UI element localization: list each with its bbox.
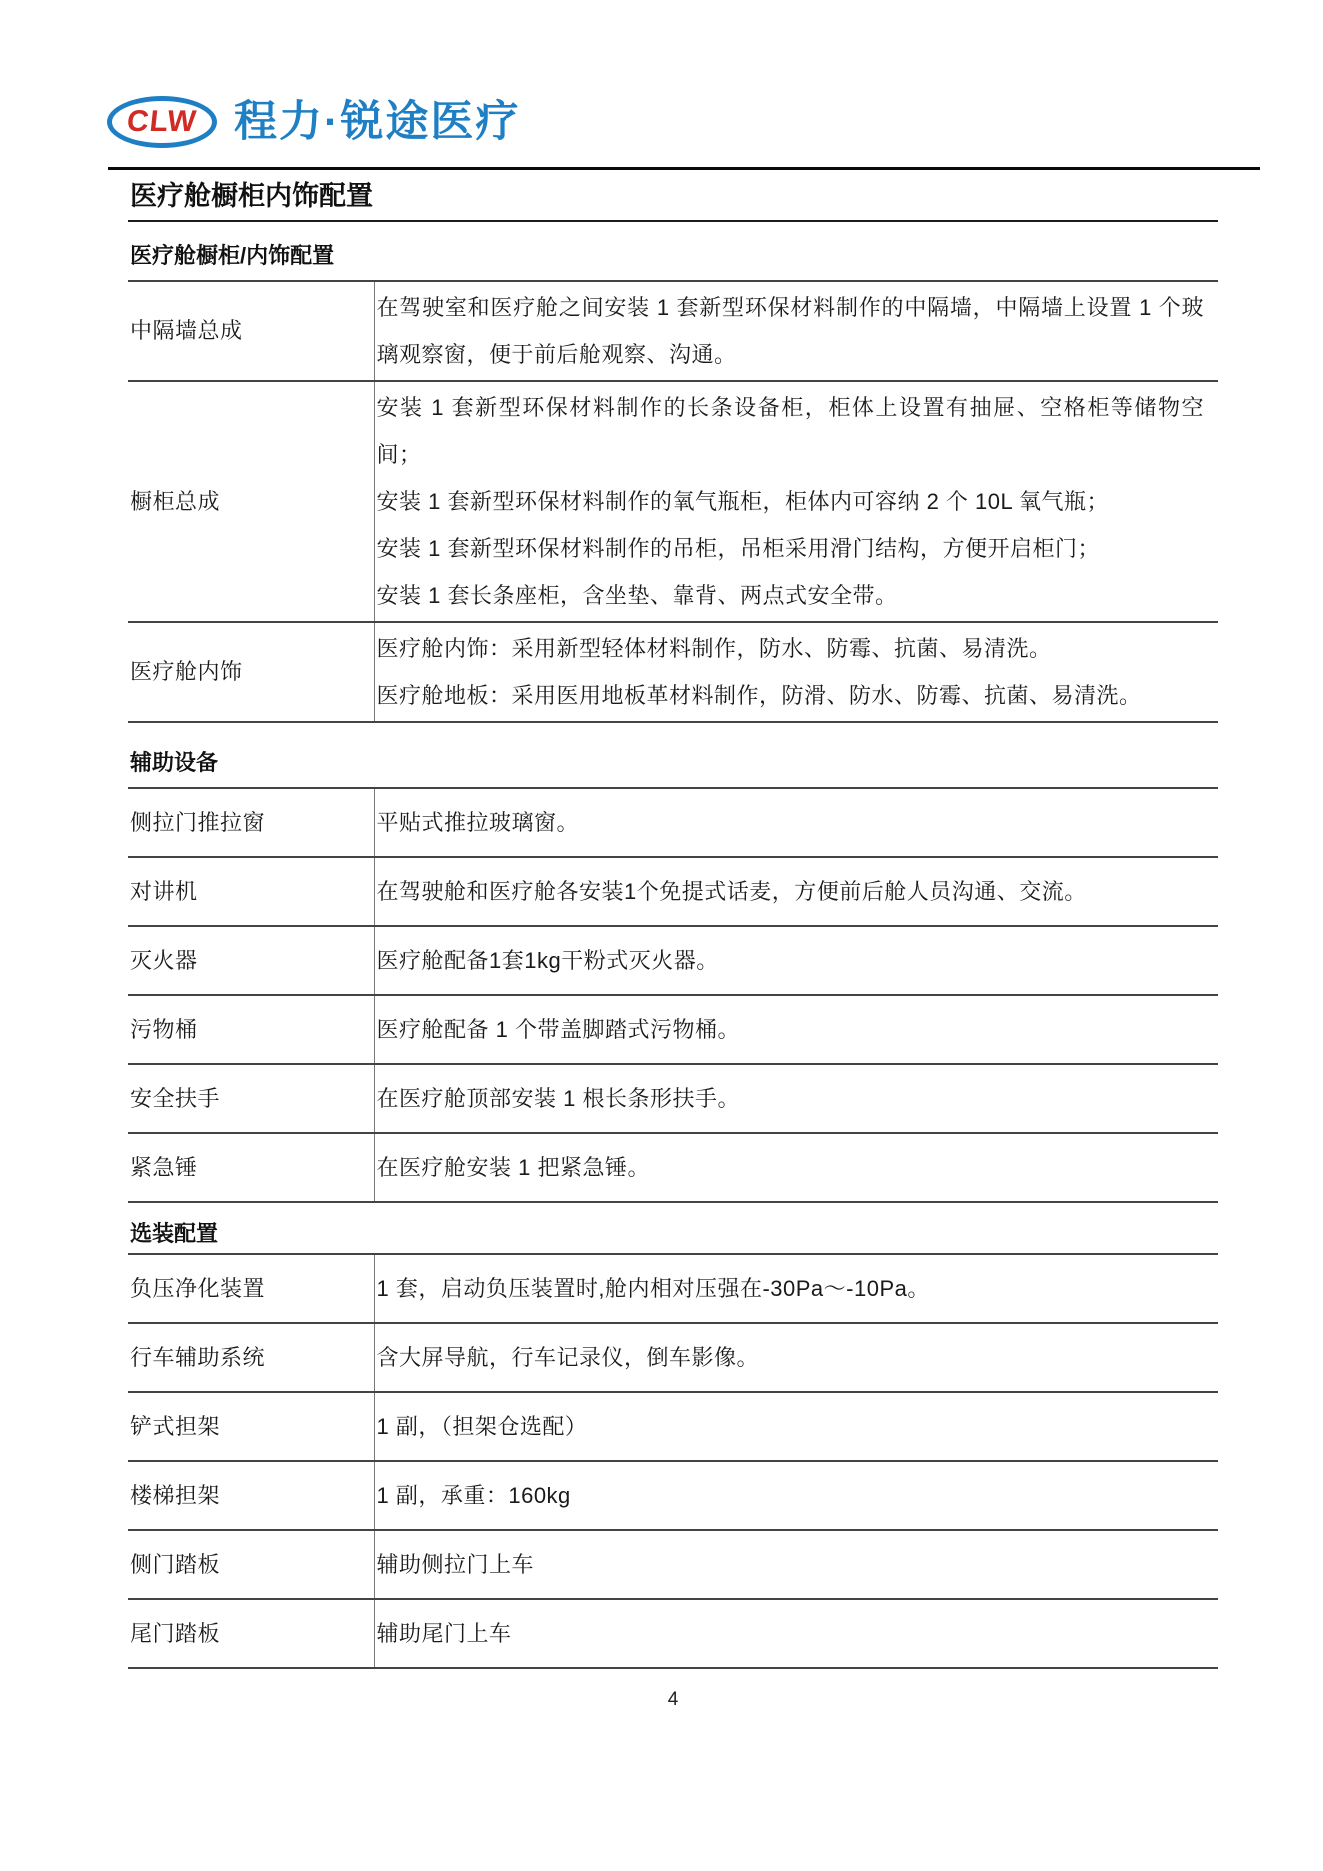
table-row (128, 1323, 1218, 1392)
row-value-cell (374, 1530, 1218, 1599)
row-value-cell (374, 1599, 1218, 1668)
table-row (128, 1461, 1218, 1530)
row-label-cell: 对讲机 (128, 857, 374, 926)
table-row (128, 1599, 1218, 1668)
row-label-cell: 侧门踏板 (128, 1530, 374, 1599)
row-value-cell (374, 788, 1218, 857)
spec-table-optional (128, 1253, 1218, 1669)
row-value-line: 辅助尾门上车 (376, 1621, 512, 1646)
row-value-line: 平贴式推拉玻璃窗。 (376, 810, 580, 835)
row-value-line: 安装 1 套新型环保材料制作的长条设备柜，柜体上设置有抽屉、空格柜等储物空间； (376, 395, 1204, 467)
row-label-cell: 紧急锤 (128, 1133, 374, 1202)
row-label-cell: 橱柜总成 (128, 381, 374, 622)
row-label-cell: 铲式担架 (128, 1392, 374, 1461)
header-rule (108, 167, 1260, 170)
row-value-line: 在医疗舱安装 1 把紧急锤。 (376, 1155, 650, 1180)
row-value-cell (374, 1323, 1218, 1392)
row-value-cell (374, 857, 1218, 926)
section3-title: 选装配置 (130, 1221, 219, 1246)
row-value-line: 在驾驶室和医疗舱之间安装 1 套新型环保材料制作的中隔墙，中隔墙上设置 1 个玻璃观察窗，便于前后舱观察、沟通。 (376, 295, 1204, 367)
row-value-cell (374, 381, 1218, 622)
row-value-cell (374, 622, 1218, 722)
row-value-line: 医疗舱地板：采用医用地板革材料制作，防滑、防水、防霉、抗菌、易清洗。 (376, 683, 1142, 708)
table-row (128, 381, 1218, 622)
row-label-cell: 尾门踏板 (128, 1599, 374, 1668)
table-row (128, 926, 1218, 995)
row-value-line: 辅助侧拉门上车 (376, 1552, 535, 1577)
row-value-line: 1 副，承重：160kg (376, 1483, 571, 1508)
table-row (128, 1064, 1218, 1133)
row-label-cell: 灭火器 (128, 926, 374, 995)
table-row (128, 622, 1218, 722)
row-value-cell (374, 281, 1218, 381)
section1-subtitle: 医疗舱橱柜/内饰配置 (130, 243, 335, 268)
brand-wordmark: 程力·锐途医疗 (234, 98, 521, 146)
table-row (128, 1530, 1218, 1599)
row-label-cell: 负压净化装置 (128, 1254, 374, 1323)
row-label-cell: 污物桶 (128, 995, 374, 1064)
title-underline (128, 220, 1218, 222)
row-value-line: 含大屏导航，行车记录仪，倒车影像。 (376, 1345, 760, 1370)
row-label-cell: 行车辅助系统 (128, 1323, 374, 1392)
spec-table-auxiliary (128, 787, 1218, 1203)
row-label-cell: 侧拉门推拉窗 (128, 788, 374, 857)
row-value-cell (374, 1133, 1218, 1202)
table-row (128, 1254, 1218, 1323)
row-value-cell (374, 1064, 1218, 1133)
table-row (128, 857, 1218, 926)
section1-title: 医疗舱橱柜内饰配置 (130, 181, 373, 211)
row-value-line: 安装 1 套长条座柜，含坐垫、靠背、两点式安全带。 (376, 583, 898, 608)
clw-logo-badge (107, 96, 217, 148)
page-number: 4 (667, 1689, 679, 1710)
row-label-cell: 医疗舱内饰 (128, 622, 374, 722)
brand-logo (107, 96, 1323, 148)
row-value-line: 1 副，（担架仓选配） (376, 1414, 588, 1439)
row-value-cell (374, 1392, 1218, 1461)
row-value-line: 医疗舱配备1套1kg干粉式灭火器。 (376, 948, 719, 973)
row-value-line: 安装 1 套新型环保材料制作的吊柜，吊柜采用滑门结构，方便开启柜门； (376, 536, 1100, 561)
row-value-cell (374, 926, 1218, 995)
table-row (128, 1133, 1218, 1202)
row-label-cell: 中隔墙总成 (128, 281, 374, 381)
row-value-line: 在驾驶舱和医疗舱各安装1个免提式话麦，方便前后舱人员沟通、交流。 (376, 879, 1087, 904)
row-label-cell: 安全扶手 (128, 1064, 374, 1133)
row-value-line: 1 套，启动负压装置时,舱内相对压强在-30Pa～-10Pa。 (376, 1276, 930, 1301)
row-value-line: 在医疗舱顶部安装 1 根长条形扶手。 (376, 1086, 740, 1111)
row-value-line: 安装 1 套新型环保材料制作的氧气瓶柜，柜体内可容纳 2 个 10L 氧气瓶； (376, 489, 1110, 514)
table-row (128, 1392, 1218, 1461)
row-value-line: 医疗舱配备 1 个带盖脚踏式污物桶。 (376, 1017, 740, 1042)
row-label-cell: 楼梯担架 (128, 1461, 374, 1530)
table-row (128, 281, 1218, 381)
row-value-line: 医疗舱内饰：采用新型轻体材料制作，防水、防霉、抗菌、易清洗。 (376, 636, 1052, 661)
row-value-cell (374, 1254, 1218, 1323)
clw-logo-text: CLW (125, 105, 199, 138)
table-row (128, 995, 1218, 1064)
row-value-cell (374, 1461, 1218, 1530)
section2-title: 辅助设备 (130, 750, 219, 775)
spec-table-cabinet (128, 280, 1218, 723)
table-row (128, 788, 1218, 857)
row-value-cell (374, 995, 1218, 1064)
